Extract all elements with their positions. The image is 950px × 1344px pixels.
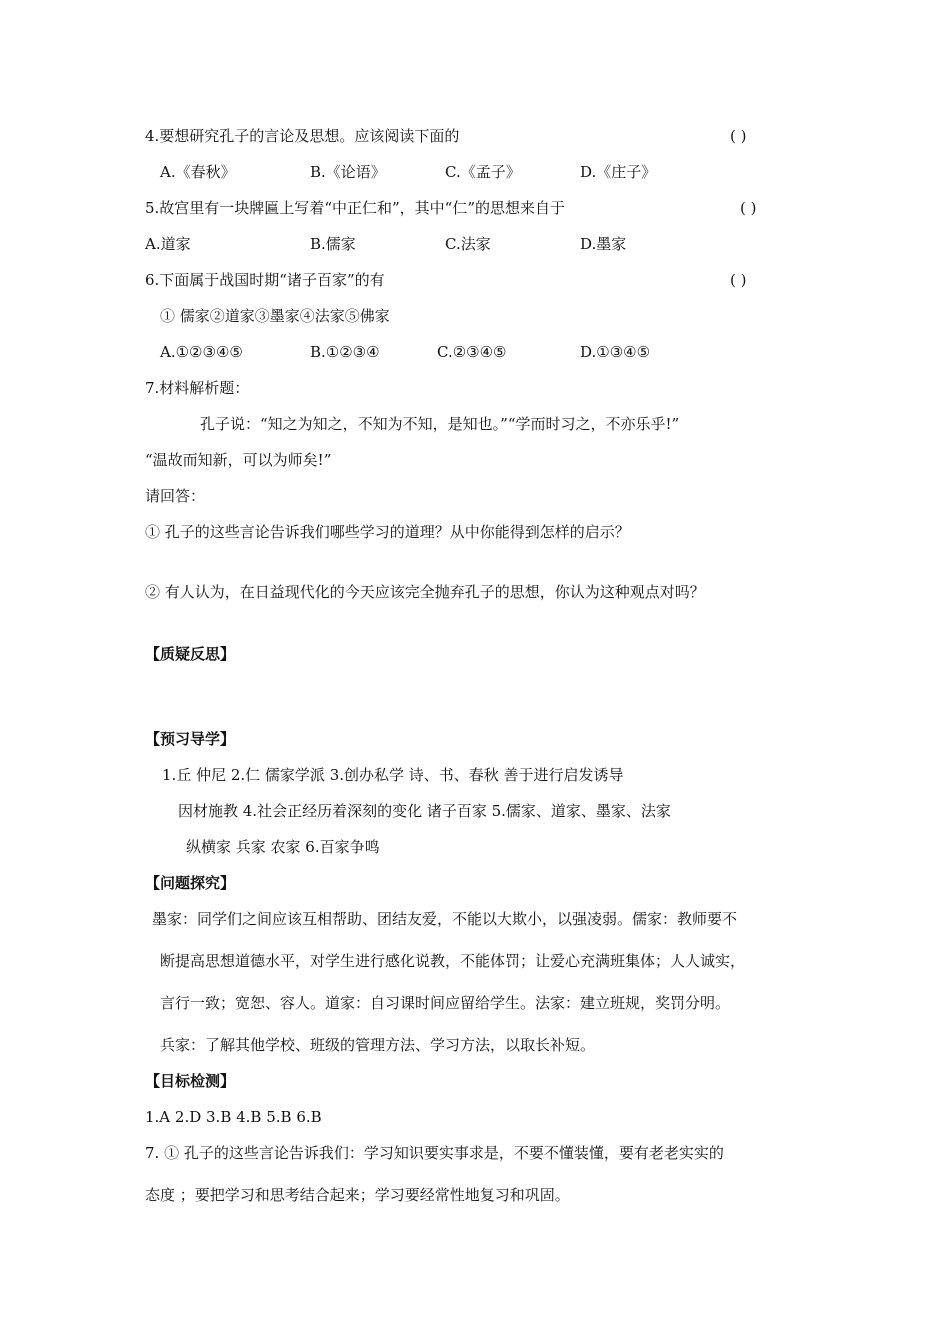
preview-line-3: 纵横家 兵家 农家 6.百家争鸣 <box>186 838 380 856</box>
q6-stem: 6.下面属于战国时期“诸子百家”的有 <box>145 271 385 289</box>
q5-option-d: D.墨家 <box>580 235 627 253</box>
explore-line-4: 兵家：了解其他学校、班级的管理方法、学习方法，以取长补短。 <box>160 1036 596 1054</box>
q4-option-c: C.《孟子》 <box>445 163 521 181</box>
q4-stem: 4.要想研究孔子的言论及思想。应该阅读下面的 <box>145 127 460 145</box>
q7-material-line-2: “温故而知新，可以为师矣!” <box>145 451 332 469</box>
preview-line-2: 因材施教 4.社会正经历着深刻的变化 诸子百家 5.儒家、道家、墨家、法家 <box>178 802 671 820</box>
preview-line-1: 1.丘 仲尼 2.仁 儒家学派 3.创办私学 诗、书、春秋 善于进行启发诱导 <box>162 766 624 784</box>
section-reflect-title: 【质疑反思】 <box>145 645 236 663</box>
q5-stem: 5.故宫里有一块牌匾上写着“中正仁和”，其中“仁”的思想来自于 <box>145 199 565 217</box>
q7-title: 7.材料解析题： <box>145 379 250 397</box>
q5-option-b: B.儒家 <box>310 235 356 253</box>
explore-line-3: 言行一致；宽恕、容人。道家：自习课时间应留给学生。法家：建立班规，奖罚分明。 <box>160 994 731 1012</box>
q6-option-c: C.②③④⑤ <box>437 343 507 361</box>
q6-option-d: D.①③④⑤ <box>580 343 651 361</box>
q4-answer-paren: ( ) <box>730 127 747 145</box>
check-answers: 1.A 2.D 3.B 4.B 5.B 6.B <box>145 1108 322 1126</box>
explore-line-1: 墨家：同学们之间应该互相帮助、团结友爱，不能以大欺小，以强凌弱。儒家：教师要不 <box>152 910 738 928</box>
q7-sub-question-1: ① 孔子的这些言论告诉我们哪些学习的道理？从中你能得到怎样的启示？ <box>145 523 630 541</box>
q4-option-a: A.《春秋》 <box>160 163 236 181</box>
q6-answer-paren: ( ) <box>730 271 747 289</box>
q5-answer-paren: ( ) <box>740 199 757 217</box>
q6-option-b: B.①②③④ <box>310 343 380 361</box>
section-check-title: 【目标检测】 <box>145 1072 236 1090</box>
q4-option-b: B.《论语》 <box>310 163 386 181</box>
q7-prompt: 请回答： <box>145 487 206 505</box>
q7-material-line-1: 孔子说：“知之为知之，不知为不知，是知也。”“学而时习之，不亦乐乎!” <box>200 415 680 433</box>
q5-option-c: C.法家 <box>445 235 491 253</box>
q6-option-a: A.①②③④⑤ <box>160 343 243 361</box>
section-explore-title: 【问题探究】 <box>145 874 236 892</box>
section-preview-title: 【预习导学】 <box>145 730 236 748</box>
check-q7-line-1: 7. ① 孔子的这些言论告诉我们：学习知识要实事求是，不要不懂装懂，要有老老实实的 <box>145 1144 724 1162</box>
q7-sub-question-2: ② 有人认为，在日益现代化的今天应该完全抛弃孔子的思想，你认为这种观点对吗？ <box>145 583 705 601</box>
check-q7-line-2: 态度 ；要把学习和思考结合起来；学习要经常性地复习和巩固。 <box>145 1186 570 1204</box>
q4-option-d: D.《庄子》 <box>580 163 657 181</box>
explore-line-2: 断提高思想道德水平，对学生进行感化说教，不能体罚；让爱心充满班集体；人人诚实， <box>160 952 746 970</box>
q5-option-a: A.道家 <box>145 235 191 253</box>
q6-school-list: ① 儒家②道家③墨家④法家⑤佛家 <box>160 307 390 325</box>
